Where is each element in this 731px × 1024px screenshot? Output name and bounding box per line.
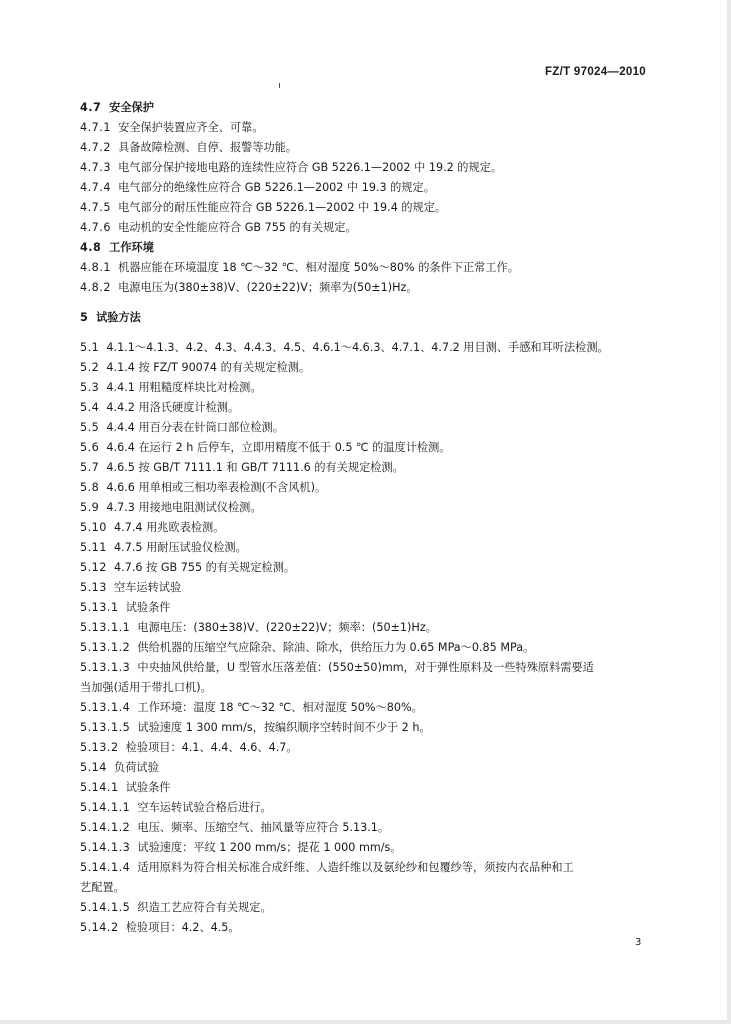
clause-number: 5.14	[80, 761, 107, 774]
clause-line	[80, 161, 660, 175]
clause-text: 4.6.5 按 GB/T 7111.1 和 GB/T 7111.6 的有关规定检测。	[106, 461, 404, 474]
standard-code: FZ/T 97024—2010	[544, 66, 646, 78]
clause-line	[80, 381, 660, 395]
clause-number: 5.12	[80, 561, 107, 574]
clause-line	[80, 481, 660, 495]
clause-number: 5.14.1	[80, 781, 119, 794]
clause-number: 5.7	[80, 461, 100, 474]
clause-number: 5.3	[80, 381, 100, 394]
clause-line	[80, 141, 660, 155]
clause-gap	[107, 761, 114, 774]
clause-line	[80, 901, 660, 915]
clause-text: 检验项目：4.1、4.4、4.6、4.7。	[125, 741, 298, 754]
clause-text: 电气部分保护接地电路的连续性应符合 GB 5226.1—2002 中 19.2 的规定。	[118, 161, 503, 174]
clause-text: 负荷试验	[114, 761, 159, 774]
clause-line	[80, 561, 660, 575]
clause-line	[80, 741, 660, 755]
clause-line	[80, 311, 660, 325]
clause-text: 试验条件	[125, 781, 171, 794]
clause-gap	[119, 601, 126, 614]
clause-number: 4.7	[80, 101, 102, 114]
clause-text: 4.7.3 用接地电阻测试仪检测。	[106, 501, 262, 514]
clause-number: 5.14.1.2	[80, 821, 131, 834]
clause-number: 4.8.2	[80, 281, 111, 294]
clause-gap	[107, 541, 114, 554]
clause-text: 电压、频率、压缩空气、抽风量等应符合 5.13.1。	[137, 821, 390, 834]
clause-number: 4.7.3	[80, 161, 111, 174]
clause-line	[80, 361, 660, 375]
clause-number: 5.13	[80, 581, 107, 594]
clause-line	[80, 601, 660, 615]
clause-line	[80, 821, 660, 835]
clause-line	[80, 781, 660, 795]
clause-number: 5.4	[80, 401, 100, 414]
clause-number: 5.13.1.3	[80, 661, 131, 674]
clause-text: 电动机的安全性能应符合 GB 755 的有关规定。	[118, 221, 357, 234]
clause-gap	[88, 311, 96, 324]
clause-line	[80, 221, 660, 235]
page-edge-bottom	[0, 1020, 731, 1024]
clause-text: 4.7.5 用耐压试验仪检测。	[114, 541, 247, 554]
clause-gap	[107, 581, 114, 594]
clause-number: 5.6	[80, 441, 100, 454]
clause-gap	[107, 521, 114, 534]
clause-line	[80, 801, 660, 815]
clause-line	[80, 421, 660, 435]
clause-text: 工作环境	[109, 241, 154, 254]
clause-text: 检验项目：4.2、4.5。	[125, 921, 240, 934]
clause-gap	[101, 241, 109, 254]
clause-line	[80, 341, 660, 355]
clause-text: 供给机器的压缩空气应除杂、除油、除水，供给压力为 0.65 MPa～0.85 MPa。	[137, 641, 535, 654]
clause-text: 4.1.1～4.1.3、4.2、4.3、4.4.3、4.5、4.6.1～4.6.3、4.7.1、4.7.2 用目测、手感和耳听法检测。	[106, 341, 609, 354]
clause-text: 空车运转试验	[114, 581, 182, 594]
paragraph-continuation	[80, 881, 660, 895]
clause-line	[80, 541, 660, 555]
clause-text: 4.4.2 用洛氏硬度计检测。	[106, 401, 240, 414]
clause-text: 试验速度：平纹 1 200 mm/s；提花 1 000 mm/s。	[137, 841, 402, 854]
clause-line	[80, 461, 660, 475]
clause-line	[80, 641, 660, 655]
clause-text: 电源电压：(380±38)V、(220±22)V；频率：(50±1)Hz。	[137, 621, 437, 634]
clause-number: 5.14.2	[80, 921, 119, 934]
clause-number: 5.5	[80, 421, 100, 434]
clause-number: 5.9	[80, 501, 100, 514]
clause-line	[80, 721, 660, 735]
clause-text: 安全保护装置应齐全、可靠。	[118, 121, 264, 134]
clause-number: 5.13.1.4	[80, 701, 131, 714]
page-number: 3	[635, 937, 642, 948]
clause-text: 4.7.6 按 GB 755 的有关规定检测。	[114, 561, 296, 574]
clause-gap	[107, 561, 114, 574]
clause-text: 4.1.4 按 FZ/T 90074 的有关规定检测。	[106, 361, 311, 374]
clause-text: 适用原料为符合相关标准合成纤维、人造纤维以及氨纶纱和包覆纱等，须按内衣品种和工	[137, 861, 574, 874]
clause-number: 5	[80, 311, 89, 324]
clause-number: 5.11	[80, 541, 107, 554]
clause-number: 5.13.2	[80, 741, 119, 754]
clause-number: 5.2	[80, 361, 100, 374]
clause-line	[80, 181, 660, 195]
clause-text: 试验条件	[125, 601, 171, 614]
clause-text: 4.4.4 用百分表在针筒口部位检测。	[106, 421, 284, 434]
clause-text: 中央抽风供给量，U 型管水压落差值：(550±50)mm，对于弹性原料及一些特殊原料需要适	[137, 661, 594, 674]
clause-gap	[119, 741, 126, 754]
clause-number: 5.14.1.1	[80, 801, 131, 814]
clause-text: 4.6.4 在运行 2 h 后停车，立即用精度不低于 0.5 ℃ 的温度计检测。	[106, 441, 451, 454]
paragraph-continuation	[80, 681, 660, 695]
clause-line	[80, 121, 660, 135]
clause-line	[80, 401, 660, 415]
clause-number: 5.14.1.4	[80, 861, 131, 874]
clause-number: 4.7.5	[80, 201, 111, 214]
clause-number: 5.14.1.3	[80, 841, 131, 854]
clause-text: 试验方法	[96, 311, 141, 324]
clause-line	[80, 501, 660, 515]
clause-line	[80, 621, 660, 635]
clause-number: 4.7.4	[80, 181, 111, 194]
clause-number: 5.13.1.2	[80, 641, 131, 654]
clause-number: 4.8.1	[80, 261, 111, 274]
clause-number: 4.7.2	[80, 141, 111, 154]
clause-gap	[119, 921, 126, 934]
clause-line	[80, 281, 660, 295]
clause-number: 4.8	[80, 241, 102, 254]
clause-number: 4.7.6	[80, 221, 111, 234]
clause-text: 电源电压为(380±38)V、(220±22)V；频率为(50±1)Hz。	[118, 281, 418, 294]
clause-text: 电气部分的耐压性能应符合 GB 5226.1—2002 中 19.4 的规定。	[118, 201, 447, 214]
clause-text: 织造工艺应符合有关规定。	[137, 901, 272, 914]
clause-text: 4.4.1 用粗糙度样块比对检测。	[106, 381, 262, 394]
clause-text: 当加强(适用于带扎口机)。	[80, 681, 212, 694]
clause-number: 5.1	[80, 341, 100, 354]
clause-text: 艺配置。	[80, 881, 125, 894]
clause-line	[80, 861, 660, 875]
clause-gap	[101, 101, 109, 114]
clause-gap	[119, 781, 126, 794]
clause-line	[80, 661, 660, 675]
clause-number: 5.13.1.5	[80, 721, 131, 734]
page-edge-right	[727, 0, 731, 1024]
clause-line	[80, 521, 660, 535]
clause-line	[80, 101, 660, 115]
clause-line	[80, 201, 660, 215]
clause-line	[80, 841, 660, 855]
clause-number: 5.13.1	[80, 601, 119, 614]
clause-number: 5.13.1.1	[80, 621, 131, 634]
clause-text: 试验速度 1 300 mm/s，按编织顺序空转时间不少于 2 h。	[137, 721, 431, 734]
clause-text: 4.6.6 用单相或三相功率表检测(不含风机)。	[106, 481, 327, 494]
clause-text: 机器应能在环境温度 18 ℃～32 ℃、相对湿度 50%～80% 的条件下正常工作。	[118, 261, 519, 274]
tick-mark	[279, 83, 280, 88]
clause-number: 5.10	[80, 521, 107, 534]
clause-text: 电气部分的绝缘性应符合 GB 5226.1—2002 中 19.3 的规定。	[118, 181, 435, 194]
clause-line	[80, 921, 660, 935]
clause-text: 空车运转试验合格后进行。	[137, 801, 272, 814]
clause-text: 工作环境：温度 18 ℃～32 ℃、相对湿度 50%～80%。	[137, 701, 423, 714]
clause-text: 具备故障检测、自停、报警等功能。	[118, 141, 298, 154]
clause-line	[80, 241, 660, 255]
clause-line	[80, 441, 660, 455]
clause-number: 5.8	[80, 481, 100, 494]
clause-number: 4.7.1	[80, 121, 111, 134]
clause-line	[80, 261, 660, 275]
clause-text: 安全保护	[109, 101, 154, 114]
clause-line	[80, 761, 660, 775]
clause-text: 4.7.4 用兆欧表检测。	[114, 521, 225, 534]
clause-line	[80, 701, 660, 715]
clause-line	[80, 581, 660, 595]
clause-number: 5.14.1.5	[80, 901, 131, 914]
